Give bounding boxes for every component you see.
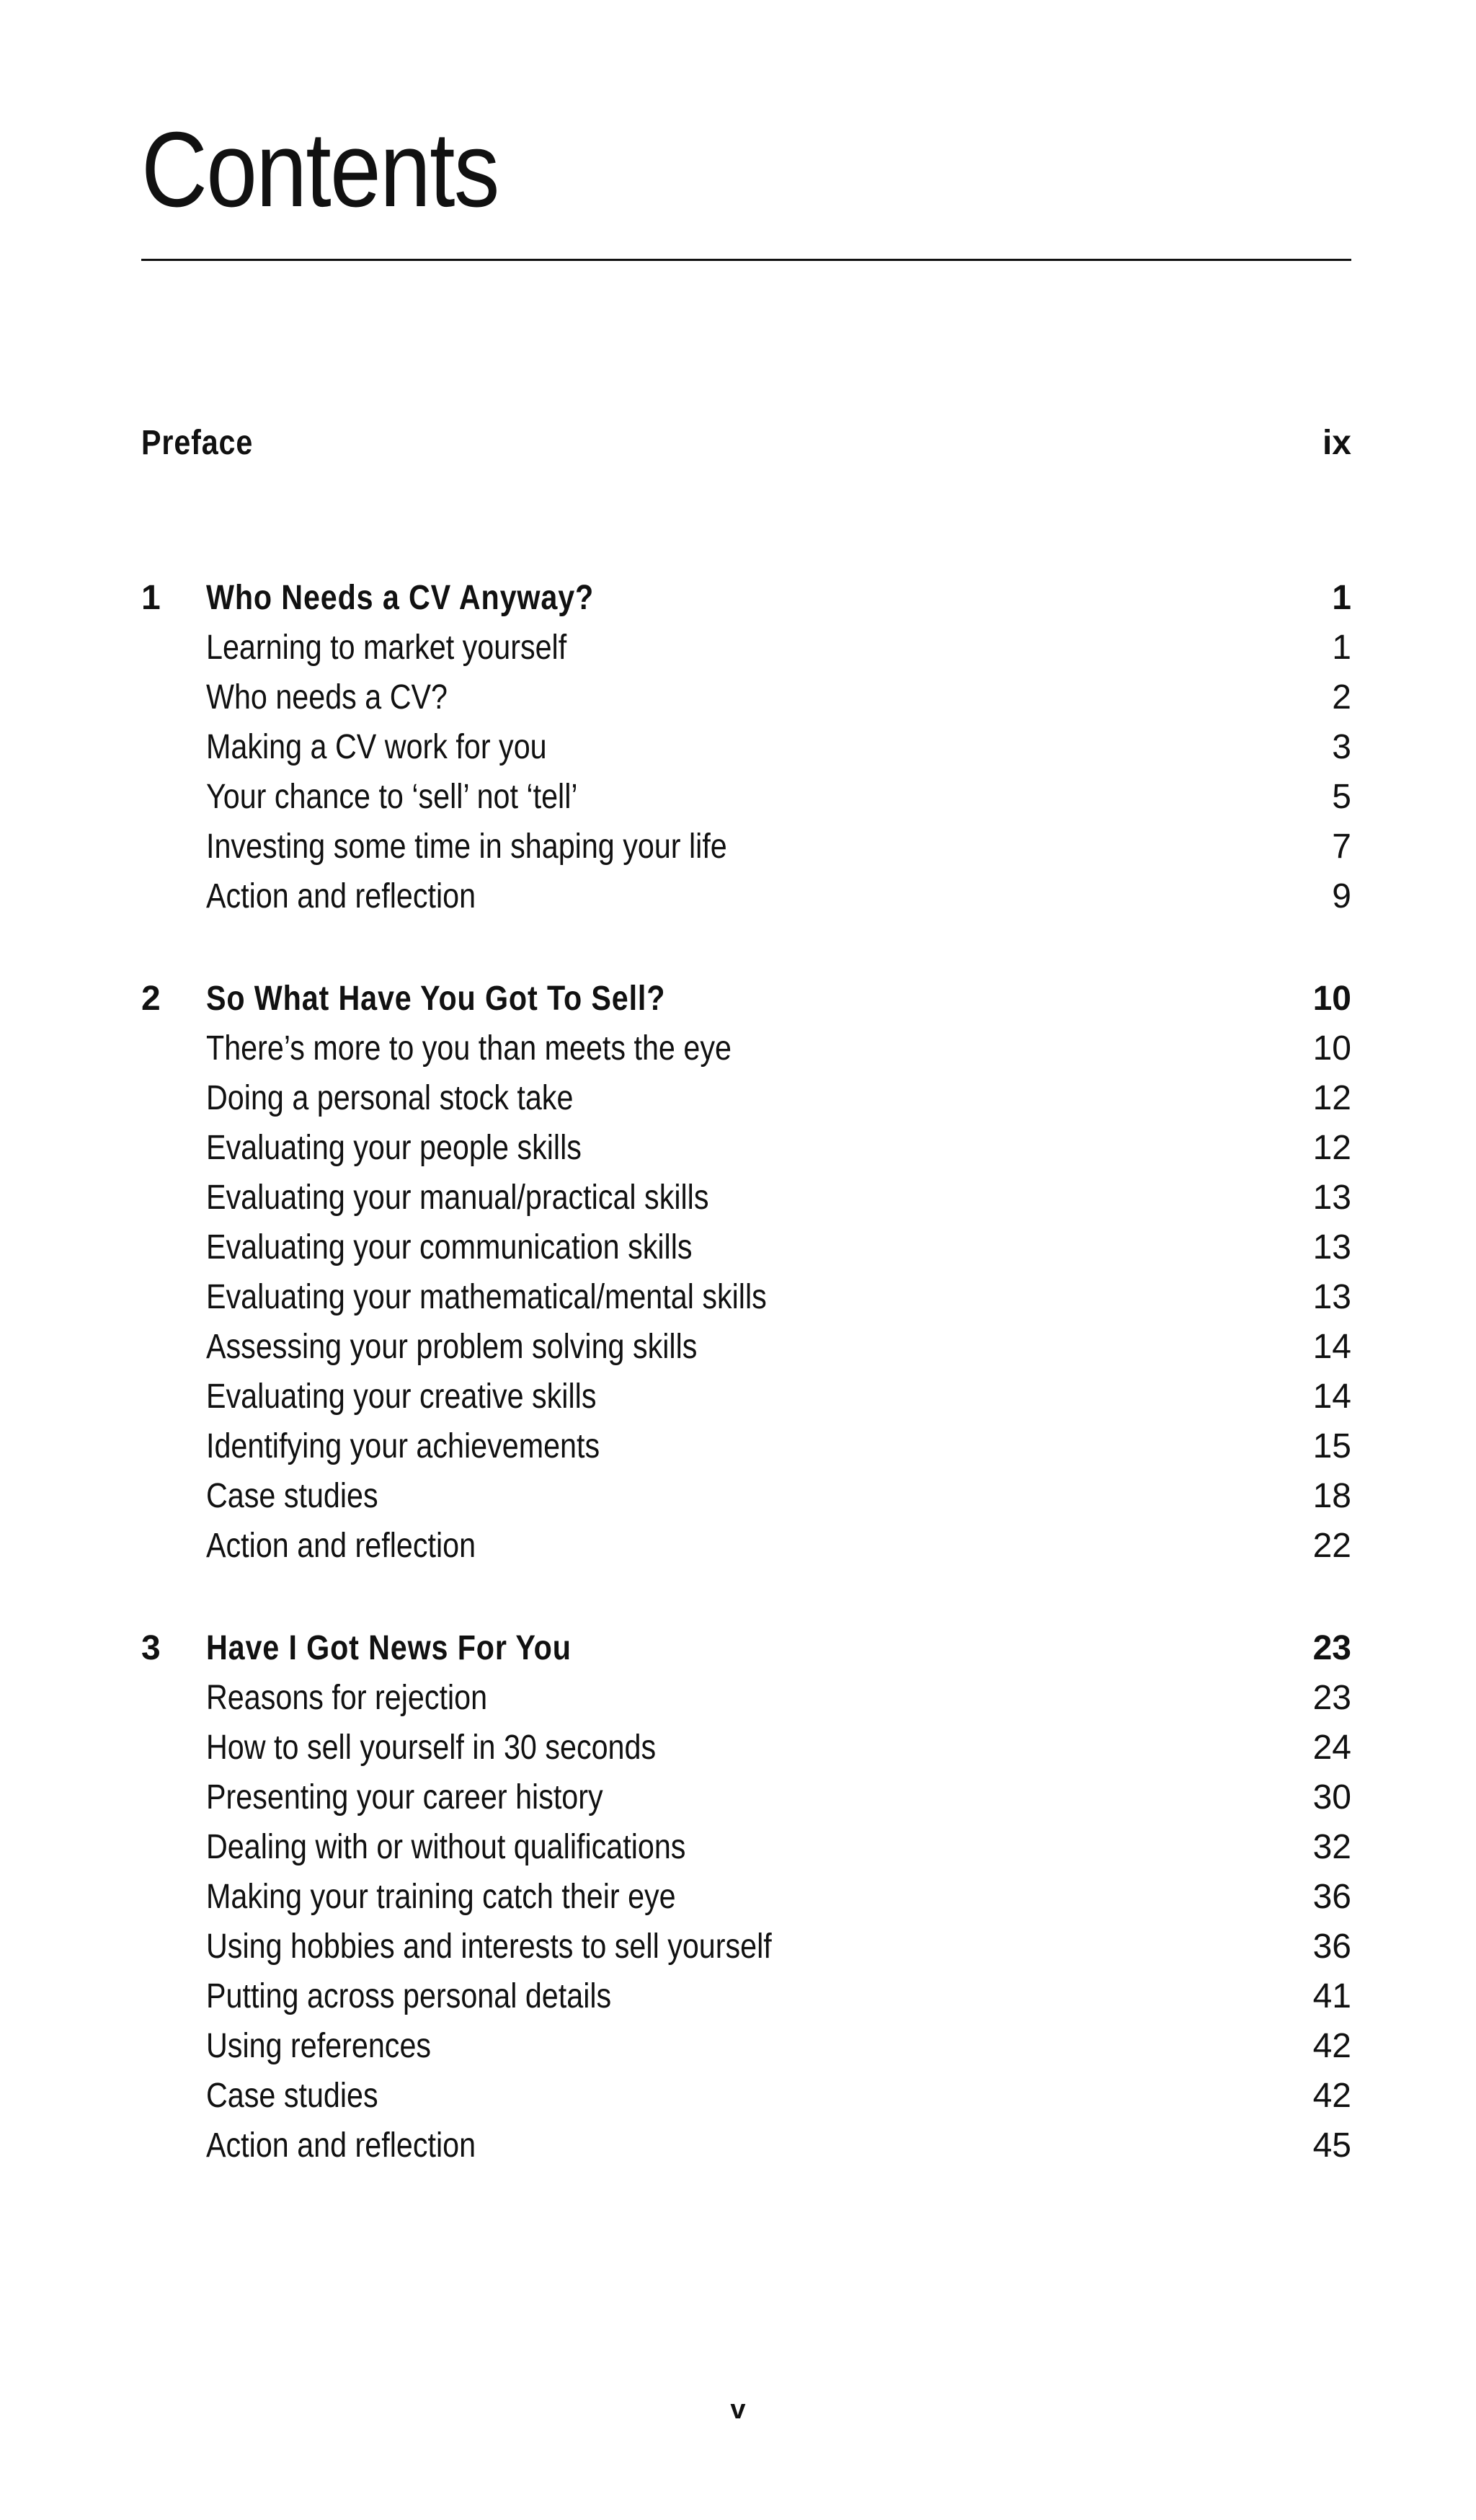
section-page: 45 xyxy=(1312,2126,1351,2165)
section-page: 13 xyxy=(1312,1228,1351,1266)
toc-entry-preface[interactable] xyxy=(141,418,1351,468)
toc-section[interactable] xyxy=(141,1922,1351,1971)
chapter-title: So What Have You Got To Sell? xyxy=(206,980,666,1018)
chapter-number: 2 xyxy=(141,980,161,1018)
section-label: Assessing your problem solving skills xyxy=(206,1328,698,1366)
section-page: 36 xyxy=(1312,1927,1351,1966)
toc-section[interactable] xyxy=(141,1971,1351,2021)
toc-section[interactable] xyxy=(141,1272,1351,1322)
toc-section[interactable] xyxy=(141,1773,1351,1822)
section-label: Dealing with or without qualifications xyxy=(206,1828,686,1866)
section-label: Case studies xyxy=(206,1477,378,1515)
section-label: Reasons for rejection xyxy=(206,1679,488,1717)
section-label: Case studies xyxy=(206,2077,378,2115)
toc-section[interactable] xyxy=(141,1673,1351,1723)
toc-chapter-3[interactable] xyxy=(141,1623,1351,1673)
chapter-number: 1 xyxy=(141,579,161,617)
section-label: Evaluating your people skills xyxy=(206,1129,582,1167)
section-page: 36 xyxy=(1312,1878,1351,1916)
section-label: Evaluating your manual/practical skills xyxy=(206,1179,709,1217)
section-label: Learning to market yourself xyxy=(206,629,567,667)
section-label: Presenting your career history xyxy=(206,1778,603,1816)
section-page: 23 xyxy=(1312,1679,1351,1717)
toc-chapter-2[interactable] xyxy=(141,974,1351,1024)
chapter-page: 10 xyxy=(1312,980,1351,1018)
toc-section[interactable] xyxy=(141,772,1351,822)
section-page: 7 xyxy=(1332,828,1351,866)
section-page: 42 xyxy=(1312,2027,1351,2065)
toc-section[interactable] xyxy=(141,1822,1351,1872)
section-label: There’s more to you than meets the eye xyxy=(206,1029,732,1068)
toc-section[interactable] xyxy=(141,1872,1351,1922)
toc-entry-label: Preface xyxy=(141,424,254,462)
section-page: 12 xyxy=(1312,1079,1351,1117)
toc-section[interactable] xyxy=(141,1123,1351,1173)
section-label: Making your training catch their eye xyxy=(206,1878,676,1916)
toc-section[interactable] xyxy=(141,623,1351,673)
section-page: 14 xyxy=(1312,1328,1351,1366)
section-label: Doing a personal stock take xyxy=(206,1079,574,1117)
toc-section[interactable] xyxy=(141,1521,1351,1571)
section-label: Using references xyxy=(206,2027,432,2065)
section-page: 24 xyxy=(1312,1729,1351,1767)
toc-section[interactable] xyxy=(141,1073,1351,1123)
toc-section[interactable] xyxy=(141,673,1351,722)
section-label: Investing some time in shaping your life xyxy=(206,828,727,866)
section-label: Making a CV work for you xyxy=(206,728,547,766)
section-page: 13 xyxy=(1312,1278,1351,1316)
section-page: 32 xyxy=(1312,1828,1351,1866)
section-page: 12 xyxy=(1312,1129,1351,1167)
toc-section[interactable] xyxy=(141,1322,1351,1372)
section-page: 22 xyxy=(1312,1527,1351,1565)
chapter-number: 3 xyxy=(141,1629,161,1667)
section-label: Using hobbies and interests to sell yourself xyxy=(206,1927,772,1966)
section-page: 9 xyxy=(1332,877,1351,915)
chapter-title: Have I Got News For You xyxy=(206,1629,572,1667)
section-page: 2 xyxy=(1332,678,1351,716)
toc-section[interactable] xyxy=(141,2121,1351,2170)
toc-section[interactable] xyxy=(141,871,1351,921)
section-label: Evaluating your mathematical/mental skills xyxy=(206,1278,767,1316)
toc-section[interactable] xyxy=(141,822,1351,871)
table-of-contents xyxy=(141,418,1351,2170)
toc-section[interactable] xyxy=(141,1372,1351,1421)
section-label: Your chance to ‘sell’ not ‘tell’ xyxy=(206,778,578,816)
toc-section[interactable] xyxy=(141,1421,1351,1471)
chapter-page: 23 xyxy=(1312,1629,1351,1667)
section-page: 3 xyxy=(1332,728,1351,766)
section-page: 41 xyxy=(1312,1977,1351,2015)
title-rule xyxy=(141,259,1351,261)
toc-chapter-1[interactable] xyxy=(141,573,1351,623)
section-page: 13 xyxy=(1312,1179,1351,1217)
chapter-title: Who Needs a CV Anyway? xyxy=(206,579,595,617)
toc-section[interactable] xyxy=(141,722,1351,772)
page-title: Contents xyxy=(141,110,499,229)
toc-section[interactable] xyxy=(141,2071,1351,2121)
toc-entry-page: ix xyxy=(1322,424,1351,462)
section-page: 14 xyxy=(1312,1377,1351,1416)
section-label: Action and reflection xyxy=(206,2126,476,2165)
section-label: Putting across personal details xyxy=(206,1977,612,2015)
toc-section[interactable] xyxy=(141,1471,1351,1521)
section-page: 30 xyxy=(1312,1778,1351,1816)
section-page: 42 xyxy=(1312,2077,1351,2115)
toc-section[interactable] xyxy=(141,1173,1351,1223)
section-page: 15 xyxy=(1312,1427,1351,1465)
section-page: 5 xyxy=(1332,778,1351,816)
toc-section[interactable] xyxy=(141,1223,1351,1272)
section-label: Evaluating your creative skills xyxy=(206,1377,597,1416)
section-label: Action and reflection xyxy=(206,1527,476,1565)
section-label: Evaluating your communication skills xyxy=(206,1228,693,1266)
chapter-page: 1 xyxy=(1332,579,1351,617)
section-page: 10 xyxy=(1312,1029,1351,1068)
section-page: 1 xyxy=(1332,629,1351,667)
section-label: Identifying your achievements xyxy=(206,1427,600,1465)
toc-section[interactable] xyxy=(141,1723,1351,1773)
toc-section[interactable] xyxy=(141,1024,1351,1073)
section-label: Who needs a CV? xyxy=(206,678,448,716)
section-page: 18 xyxy=(1312,1477,1351,1515)
section-label: Action and reflection xyxy=(206,877,476,915)
toc-section[interactable] xyxy=(141,2021,1351,2071)
section-label: How to sell yourself in 30 seconds xyxy=(206,1729,657,1767)
page-number: v xyxy=(730,2395,746,2425)
